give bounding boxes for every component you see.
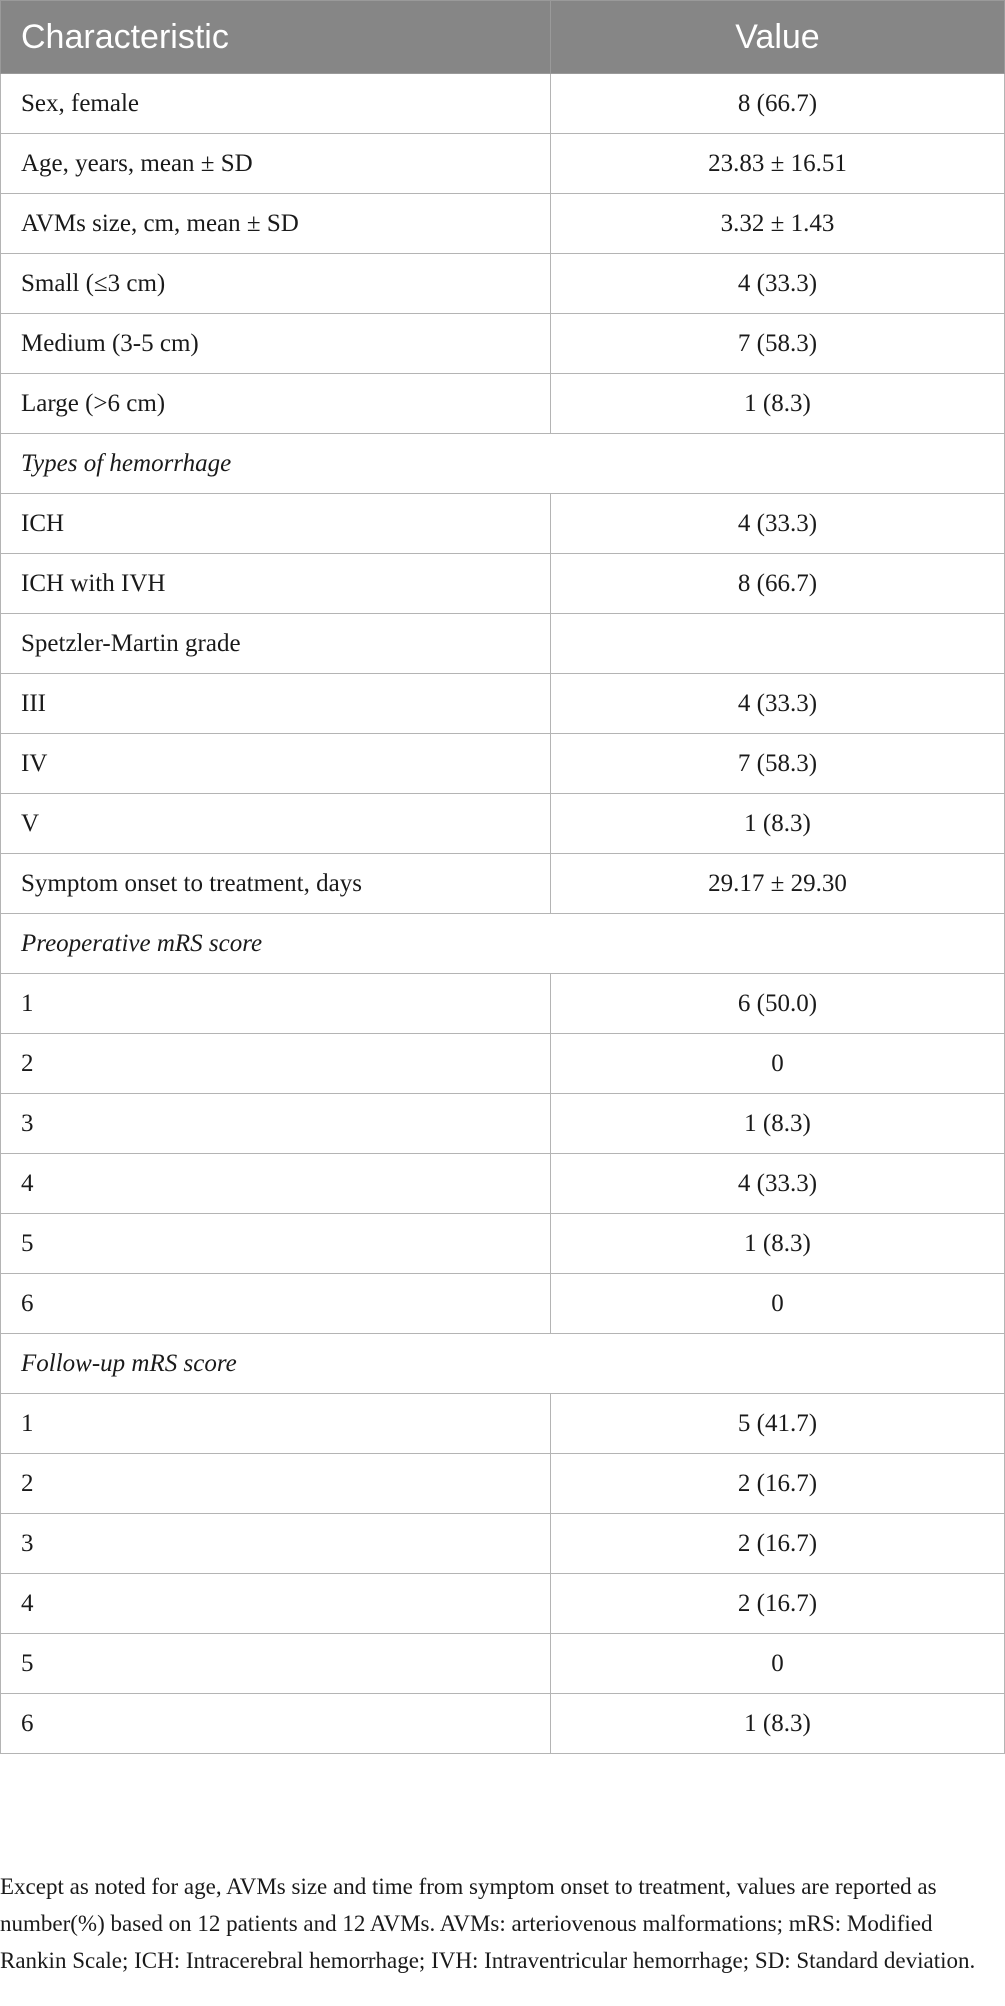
- table-row: [1, 74, 1005, 134]
- cell-characteristic: 6: [1, 1694, 551, 1754]
- cell-characteristic: 1: [1, 974, 551, 1034]
- table-row: [1, 1094, 1005, 1154]
- cell-value: 2 (16.7): [551, 1514, 1005, 1574]
- table-row: [1, 554, 1005, 614]
- table-row: [1, 974, 1005, 1034]
- table-row: [1, 1214, 1005, 1274]
- cell-characteristic: 5: [1, 1634, 551, 1694]
- cell-value: 1 (8.3): [551, 794, 1005, 854]
- table-row: [1, 494, 1005, 554]
- cell-characteristic: 3: [1, 1094, 551, 1154]
- cell-value: 4 (33.3): [551, 1154, 1005, 1214]
- cell-value: 4 (33.3): [551, 254, 1005, 314]
- cell-characteristic: III: [1, 674, 551, 734]
- table-header-row: [1, 1, 1005, 74]
- cell-characteristic: 4: [1, 1154, 551, 1214]
- cell-value: 0: [551, 1034, 1005, 1094]
- table-row: [1, 854, 1005, 914]
- cell-value: 8 (66.7): [551, 554, 1005, 614]
- table-row: [1, 1514, 1005, 1574]
- section-row: [1, 914, 1005, 974]
- cell-characteristic: V: [1, 794, 551, 854]
- cell-characteristic: 3: [1, 1514, 551, 1574]
- table-row: [1, 1394, 1005, 1454]
- cell-value: 29.17 ± 29.30: [551, 854, 1005, 914]
- cell-value: 3.32 ± 1.43: [551, 194, 1005, 254]
- cell-value: 1 (8.3): [551, 1094, 1005, 1154]
- table-row: [1, 314, 1005, 374]
- cell-value: 4 (33.3): [551, 674, 1005, 734]
- table-row: [1, 614, 1005, 674]
- cell-value: 7 (58.3): [551, 314, 1005, 374]
- cell-characteristic: Sex, female: [1, 74, 551, 134]
- cell-characteristic: Large (>6 cm): [1, 374, 551, 434]
- table-row: [1, 1454, 1005, 1514]
- cell-characteristic: AVMs size, cm, mean ± SD: [1, 194, 551, 254]
- cell-value: 0: [551, 1274, 1005, 1334]
- cell-characteristic: 2: [1, 1034, 551, 1094]
- table-row: [1, 1574, 1005, 1634]
- cell-value: 23.83 ± 16.51: [551, 134, 1005, 194]
- cell-characteristic: Symptom onset to treatment, days: [1, 854, 551, 914]
- cell-characteristic: 2: [1, 1454, 551, 1514]
- cell-characteristic: Spetzler-Martin grade: [1, 614, 551, 674]
- cell-characteristic: 5: [1, 1214, 551, 1274]
- table-row: [1, 734, 1005, 794]
- cell-value: 4 (33.3): [551, 494, 1005, 554]
- table-body: [1, 74, 1005, 1754]
- section-row: [1, 1334, 1005, 1394]
- section-row: [1, 434, 1005, 494]
- table-row: [1, 794, 1005, 854]
- column-header-value: Value: [551, 1, 1005, 74]
- table-footnote: Except as noted for age, AVMs size and time from symptom onset to treatment, values are reported as number(%) based on 12 patients and 12 AVMs. AVMs: arteriovenous malformations; mRS: Modified Rankin Scale; ICH: Intracerebral hemorrhage; IVH: Intraventricular hemorrhage; SD: Standard deviation.: [0, 1874, 976, 1973]
- section-label: Types of hemorrhage: [1, 434, 1005, 494]
- cell-characteristic: ICH with IVH: [1, 554, 551, 614]
- column-header-characteristic: Characteristic: [1, 1, 551, 74]
- cell-characteristic: 6: [1, 1274, 551, 1334]
- table-row: [1, 194, 1005, 254]
- cell-value: 2 (16.7): [551, 1574, 1005, 1634]
- table-row: [1, 674, 1005, 734]
- cell-characteristic: Age, years, mean ± SD: [1, 134, 551, 194]
- cell-value: [551, 614, 1005, 674]
- table-row: [1, 1034, 1005, 1094]
- table-row: [1, 374, 1005, 434]
- cell-characteristic: IV: [1, 734, 551, 794]
- table-row: [1, 1634, 1005, 1694]
- table-row: [1, 1694, 1005, 1754]
- table-row: [1, 1154, 1005, 1214]
- table-row: [1, 1274, 1005, 1334]
- cell-characteristic: Medium (3-5 cm): [1, 314, 551, 374]
- cell-value: 6 (50.0): [551, 974, 1005, 1034]
- table-row: [1, 254, 1005, 314]
- cell-characteristic: Small (≤3 cm): [1, 254, 551, 314]
- cell-characteristic: ICH: [1, 494, 551, 554]
- cell-value: 1 (8.3): [551, 1214, 1005, 1274]
- cell-value: 7 (58.3): [551, 734, 1005, 794]
- cell-value: 5 (41.7): [551, 1394, 1005, 1454]
- cell-value: 1 (8.3): [551, 1694, 1005, 1754]
- section-label: Follow-up mRS score: [1, 1334, 1005, 1394]
- section-label: Preoperative mRS score: [1, 914, 1005, 974]
- cell-value: 1 (8.3): [551, 374, 1005, 434]
- cell-value: 2 (16.7): [551, 1454, 1005, 1514]
- cell-value: 8 (66.7): [551, 74, 1005, 134]
- cell-characteristic: 1: [1, 1394, 551, 1454]
- cell-characteristic: 4: [1, 1574, 551, 1634]
- table-row: [1, 134, 1005, 194]
- cell-value: 0: [551, 1634, 1005, 1694]
